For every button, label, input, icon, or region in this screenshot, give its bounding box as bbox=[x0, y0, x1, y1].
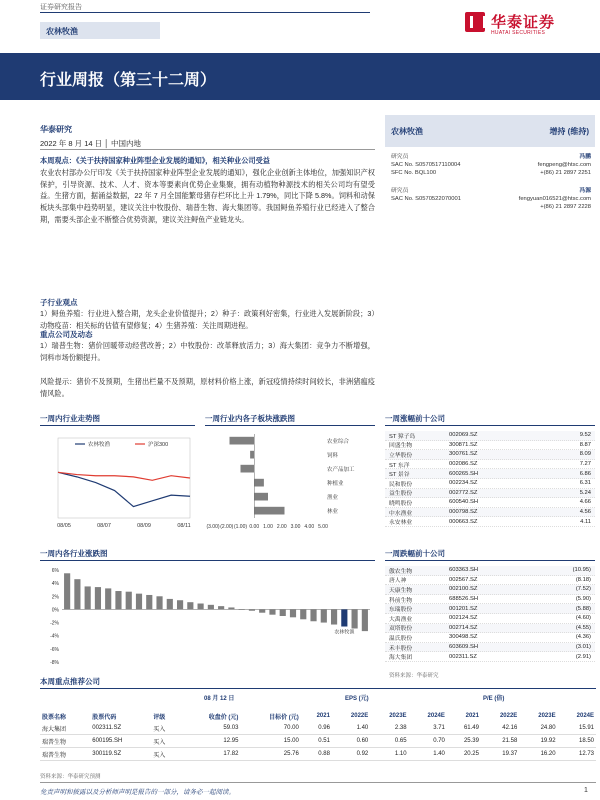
category-label: 渔业 bbox=[327, 495, 339, 502]
list-item bbox=[385, 624, 595, 634]
plot-frame bbox=[58, 438, 190, 518]
table-cell: 17.82 bbox=[223, 751, 239, 757]
table-cell: 20.25 bbox=[463, 751, 479, 757]
stock-code: 603363.SH bbox=[449, 567, 479, 574]
bar bbox=[64, 573, 70, 609]
x-tick-label: (1.00) bbox=[233, 524, 248, 530]
stock-name: 海大集团 bbox=[389, 655, 413, 662]
bar bbox=[241, 465, 255, 473]
x-tick-label: 08/09 bbox=[137, 523, 151, 529]
stock-change: (5.90) bbox=[575, 596, 591, 603]
y-tick-label: 4% bbox=[51, 581, 59, 588]
y-tick-label: -4% bbox=[50, 633, 59, 640]
stock-name: 晓鸣股份 bbox=[389, 500, 413, 507]
table-cell: 3.71 bbox=[433, 725, 445, 731]
stock-change: (8.18) bbox=[575, 576, 591, 583]
stock-name: 益生股份 bbox=[389, 491, 413, 498]
divider bbox=[40, 425, 195, 426]
bar bbox=[177, 600, 183, 609]
bar bbox=[136, 594, 142, 610]
analyst-sac: SAC No. S0570517110004 bbox=[391, 162, 461, 168]
table-cell: 0.65 bbox=[394, 738, 407, 744]
divider bbox=[40, 688, 596, 689]
table-cell: 0.60 bbox=[356, 738, 369, 744]
sub-view-title: 子行业观点 bbox=[40, 298, 78, 307]
list-item bbox=[385, 431, 595, 441]
table-row bbox=[40, 748, 596, 761]
column-header: 评级 bbox=[153, 714, 166, 721]
stock-code: 001201.SZ bbox=[449, 605, 478, 612]
x-tick-label: 08/05 bbox=[57, 523, 71, 529]
stock-change: 4.11 bbox=[580, 518, 591, 525]
trend-chart-title: 一周内行业走势图 bbox=[40, 414, 100, 423]
y-tick-label: -8% bbox=[50, 660, 59, 666]
stock-code: 002234.SZ bbox=[449, 480, 478, 487]
bar bbox=[85, 586, 91, 609]
list-item bbox=[385, 595, 595, 605]
gainers-title: 一周涨幅前十公司 bbox=[385, 414, 445, 423]
stock-code: 000798.SZ bbox=[449, 509, 478, 516]
rec-date: 08 月 12 日 bbox=[204, 696, 235, 702]
trend-chart bbox=[40, 430, 195, 542]
bar bbox=[126, 592, 132, 610]
column-header: 2023E bbox=[538, 713, 556, 719]
x-tick-label: 0.00 bbox=[249, 524, 260, 530]
key-co-body: 1）瑞普生物：猪价回暖带动经营改善；2）中牧股份：改革释放活力；3）海大集团：竞争力不断增强，饲料市场份额提升。 bbox=[40, 341, 375, 362]
divider bbox=[385, 560, 595, 561]
industry-chart bbox=[40, 566, 375, 670]
divider bbox=[40, 149, 375, 150]
column-header: 2023E bbox=[389, 713, 407, 719]
bar bbox=[156, 596, 162, 609]
industry-chart-title: 一周内各行业涨跌图 bbox=[40, 549, 108, 558]
stock-code: 002069.SZ bbox=[449, 432, 478, 439]
core-view bbox=[40, 155, 375, 226]
x-tick-label: 3.00 bbox=[290, 524, 301, 530]
rating-bar bbox=[385, 115, 595, 147]
list-item bbox=[385, 585, 595, 595]
logo bbox=[465, 10, 595, 38]
bar bbox=[115, 591, 121, 609]
analyst-card bbox=[391, 153, 591, 177]
table-cell: 0.51 bbox=[318, 738, 330, 744]
list-item bbox=[385, 460, 595, 470]
page-number: 1 bbox=[584, 787, 588, 794]
stock-name: 东瑞股份 bbox=[389, 607, 413, 614]
table-cell: 300119.SZ bbox=[92, 751, 122, 757]
category-label: 种植业 bbox=[327, 481, 344, 488]
series-line bbox=[58, 472, 190, 480]
table-cell: 12.95 bbox=[223, 738, 239, 744]
table-cell: 1.10 bbox=[394, 751, 407, 757]
logo-icon bbox=[465, 12, 485, 32]
table-cell: 70.00 bbox=[283, 725, 299, 731]
x-tick-label: 2.00 bbox=[276, 524, 287, 530]
list-item bbox=[385, 517, 595, 527]
table-cell: 61.49 bbox=[463, 725, 479, 731]
table-cell: 0.88 bbox=[318, 751, 330, 757]
list-item bbox=[385, 508, 595, 518]
disclaimer: 免责声明和披露以及分析师声明是报告的一部分，请务必一起阅读。 bbox=[40, 789, 235, 796]
rec-source: 资料来源：华泰研究预测 bbox=[40, 774, 101, 780]
table-cell: 19.37 bbox=[502, 751, 518, 757]
bar bbox=[74, 579, 80, 609]
stock-code: 300498.SZ bbox=[449, 634, 478, 641]
rec-eps-header: EPS (元) bbox=[345, 696, 369, 702]
table-cell: 002311.SZ bbox=[92, 725, 122, 731]
y-tick-label: 2% bbox=[51, 594, 59, 601]
bar bbox=[146, 595, 152, 609]
column-header: 股票名称 bbox=[42, 714, 67, 721]
table-cell: 2.38 bbox=[394, 725, 407, 731]
analyst-email[interactable]: fengyuan016521@htsc.com bbox=[518, 196, 591, 202]
list-item bbox=[385, 566, 595, 576]
table-cell: 600195.SH bbox=[92, 738, 123, 744]
sub-view-body: 1）鲟鱼养殖：行业进入整合期，龙头企业价值提升；2）种子：政策利好密集，行业进入发展新阶段；3）动物疫苗：相关标的估值有望修复；4）生猪养殖：关注周期进程。 bbox=[40, 309, 375, 330]
divider bbox=[385, 425, 595, 426]
bar bbox=[280, 609, 286, 616]
analyst-card bbox=[391, 187, 591, 211]
list-item bbox=[385, 498, 595, 508]
table-row bbox=[40, 722, 596, 735]
rating-sector: 农林牧渔 bbox=[391, 127, 423, 136]
bar bbox=[362, 609, 368, 631]
stock-name: 傲农生物 bbox=[389, 568, 413, 575]
bar bbox=[254, 479, 264, 487]
table-cell: 15.00 bbox=[283, 738, 299, 744]
bar bbox=[105, 588, 111, 609]
report-type: 证券研究报告 bbox=[40, 4, 82, 11]
y-tick-label: -2% bbox=[50, 620, 59, 627]
stock-name: 中水渔业 bbox=[389, 510, 413, 517]
table-cell: 1.40 bbox=[356, 725, 369, 731]
key-co-title: 重点公司及动态 bbox=[40, 330, 93, 339]
divider bbox=[40, 560, 375, 561]
analyst-sac: SAC No. S0570522070001 bbox=[391, 196, 461, 202]
table-cell: 24.80 bbox=[540, 725, 556, 731]
stock-change: (4.36) bbox=[575, 634, 591, 641]
analyst-role: 研究员 bbox=[391, 154, 409, 160]
list-item bbox=[385, 576, 595, 586]
sector-tag: 农林牧渔 bbox=[40, 22, 160, 39]
table-cell: 21.58 bbox=[502, 738, 518, 744]
x-tick-label: 08/07 bbox=[97, 523, 111, 529]
table-cell: 16.20 bbox=[540, 751, 556, 757]
stock-change: 7.27 bbox=[579, 461, 591, 468]
table-cell: 0.96 bbox=[318, 725, 330, 731]
stock-change: 5.24 bbox=[579, 489, 591, 496]
stock-change: (4.60) bbox=[575, 615, 591, 622]
stock-change: (7.52) bbox=[575, 586, 591, 593]
y-tick-label: 6% bbox=[51, 568, 59, 574]
bar bbox=[250, 451, 254, 459]
table-cell: 买入 bbox=[153, 739, 166, 746]
bar bbox=[300, 609, 306, 619]
table-cell: 瑞普生物 bbox=[42, 739, 67, 746]
column-header: 股票代码 bbox=[92, 714, 117, 721]
column-header: 2024E bbox=[576, 713, 594, 719]
stock-code: 000663.SZ bbox=[449, 518, 478, 525]
bar bbox=[95, 587, 101, 609]
table-cell: 0.92 bbox=[356, 751, 369, 757]
stock-code: 688526.SH bbox=[449, 596, 479, 603]
stock-name: 立华股份 bbox=[389, 452, 413, 459]
x-tick-label: 5.00 bbox=[318, 524, 328, 530]
report-date: 2022 年 8 月 14 日 │ 中国内地 bbox=[40, 139, 141, 148]
analyst-role: 研究员 bbox=[391, 188, 409, 194]
stock-change: 8.09 bbox=[579, 451, 591, 458]
list-item bbox=[385, 450, 595, 460]
analyst-sfc: SFC No. BQL100 bbox=[391, 170, 437, 176]
stock-change: (3.01) bbox=[575, 644, 591, 651]
list-item bbox=[385, 643, 595, 653]
table-cell: 0.70 bbox=[433, 738, 445, 744]
stock-change: (2.91) bbox=[575, 653, 591, 660]
bar bbox=[259, 609, 265, 612]
bar bbox=[321, 609, 327, 622]
stock-name: 禾丰股份 bbox=[389, 645, 413, 652]
table-cell: 19.92 bbox=[540, 738, 556, 744]
x-tick-label: 1.00 bbox=[263, 524, 273, 530]
stock-change: 6.31 bbox=[579, 480, 591, 487]
bar bbox=[290, 609, 296, 617]
page-title: 行业周报（第三十二周） bbox=[40, 72, 217, 89]
rating-value: 增持 (维持) bbox=[549, 127, 589, 136]
column-header: 目标价 (元) bbox=[269, 714, 299, 721]
source-note: 资料来源：华泰研究 bbox=[389, 673, 439, 679]
list-item bbox=[385, 633, 595, 643]
highlight-label: 农林牧渔 bbox=[334, 629, 355, 636]
legend-label: 沪深300 bbox=[148, 442, 169, 448]
category-label: 饲料 bbox=[327, 453, 339, 460]
bar bbox=[269, 609, 275, 614]
list-item bbox=[385, 614, 595, 624]
stock-change: 4.66 bbox=[579, 499, 591, 506]
stock-code: 002086.SZ bbox=[449, 461, 478, 468]
table-cell: 海大集团 bbox=[42, 726, 67, 733]
stock-code: 002567.SZ bbox=[449, 576, 478, 583]
column-header: 2021 bbox=[465, 713, 479, 719]
logo-cn: 华泰证券 bbox=[491, 14, 556, 31]
table-cell: 买入 bbox=[153, 726, 166, 733]
table-cell: 25.76 bbox=[283, 751, 299, 757]
table-cell: 买入 bbox=[153, 752, 166, 759]
column-header: 2021 bbox=[316, 713, 330, 719]
table-cell: 42.16 bbox=[502, 725, 518, 731]
bar bbox=[218, 606, 224, 609]
stock-change: (5.88) bbox=[575, 605, 591, 612]
table-cell: 12.73 bbox=[578, 751, 594, 757]
stock-code: 600265.SH bbox=[449, 470, 479, 477]
analyst-email[interactable]: fengpeng@htsc.com bbox=[537, 162, 591, 168]
stock-change: 6.86 bbox=[579, 470, 591, 477]
stock-code: 002714.SZ bbox=[449, 624, 478, 631]
table-cell: 15.91 bbox=[578, 725, 594, 731]
analyst-name: 冯鹏 bbox=[579, 154, 591, 160]
stock-change: 8.87 bbox=[579, 441, 591, 448]
sub-chart bbox=[205, 430, 375, 542]
table-cell: 18.50 bbox=[578, 738, 594, 744]
x-tick-label: (3.00) bbox=[206, 524, 220, 530]
stock-name: 民和股份 bbox=[389, 481, 413, 488]
bar bbox=[167, 599, 173, 610]
stock-name: 科前生物 bbox=[389, 597, 413, 604]
analyst-name: 冯源 bbox=[579, 188, 591, 194]
stock-change: 9.52 bbox=[579, 432, 591, 439]
stock-name: ST 獐子岛 bbox=[389, 433, 416, 440]
table-cell: 59.03 bbox=[223, 725, 239, 731]
column-header: 2022E bbox=[350, 713, 369, 719]
bar bbox=[208, 605, 214, 610]
bar bbox=[331, 609, 337, 624]
losers-title: 一周跌幅前十公司 bbox=[385, 549, 445, 558]
stock-code: 002124.SZ bbox=[449, 615, 478, 622]
table-cell: 25.39 bbox=[463, 738, 479, 744]
bar bbox=[187, 602, 193, 609]
stock-name: 天康生物 bbox=[389, 587, 413, 594]
stock-name: 双塔股份 bbox=[389, 626, 413, 633]
bar bbox=[352, 609, 358, 628]
table-cell: 瑞普生物 bbox=[42, 752, 67, 759]
rec-pe-header: P/E (倍) bbox=[483, 696, 505, 702]
footer-rule bbox=[40, 782, 596, 783]
x-tick-label: (2.00) bbox=[220, 524, 234, 530]
x-tick-label: 4.00 bbox=[304, 524, 315, 530]
table-cell: 1.40 bbox=[433, 751, 445, 757]
stock-code: 603609.SH bbox=[449, 644, 479, 651]
stock-name: ST 东洋 bbox=[389, 462, 410, 469]
series-line bbox=[58, 472, 190, 506]
y-tick-label: 0% bbox=[51, 607, 59, 614]
research-label: 华泰研究 bbox=[40, 125, 72, 134]
analyst-phone: +(86) 21 2897 2251 bbox=[540, 170, 591, 176]
stock-name: 回盛生物 bbox=[389, 443, 413, 450]
rec-table bbox=[40, 710, 596, 761]
stock-name: 唐人神 bbox=[389, 578, 407, 585]
bar bbox=[230, 437, 255, 445]
list-item bbox=[385, 469, 595, 479]
column-header: 2022E bbox=[499, 713, 518, 719]
analyst-phone: +(86) 21 2897 2228 bbox=[540, 204, 591, 210]
stock-change: 4.56 bbox=[579, 509, 591, 516]
rec-title: 本周重点推荐公司 bbox=[40, 677, 100, 686]
category-label: 林业 bbox=[327, 509, 339, 516]
list-item bbox=[385, 652, 595, 662]
list-item bbox=[385, 604, 595, 614]
y-tick-label: -6% bbox=[50, 646, 59, 653]
bar bbox=[249, 609, 255, 610]
sub-chart-title: 一周行业内各子板块涨跌图 bbox=[205, 414, 295, 423]
title-banner bbox=[0, 53, 600, 100]
stock-code: 300871.SZ bbox=[449, 441, 478, 448]
stock-name: 大禹渔业 bbox=[389, 616, 413, 623]
table-row bbox=[40, 735, 596, 748]
stock-name: ST 景谷 bbox=[389, 472, 410, 479]
stock-code: 600540.SH bbox=[449, 499, 479, 506]
core-view-lead: 本周观点：《关于扶持国家种业阵型企业发展的通知》，相关种业公司受益 bbox=[40, 156, 270, 165]
stock-name: 永安林业 bbox=[389, 520, 413, 527]
stock-change: (10.95) bbox=[572, 567, 591, 574]
stock-code: 002311.SZ bbox=[449, 653, 477, 660]
x-tick-label: 08/11 bbox=[177, 523, 191, 529]
list-item bbox=[385, 489, 595, 499]
list-item bbox=[385, 479, 595, 489]
losers-table bbox=[385, 566, 595, 662]
list-item bbox=[385, 441, 595, 451]
stock-name: 温氏股份 bbox=[389, 635, 413, 642]
column-header: 2024E bbox=[427, 713, 445, 719]
top-rule bbox=[40, 12, 370, 13]
column-header: 收盘价 (元) bbox=[208, 714, 239, 721]
bar bbox=[198, 604, 204, 610]
divider bbox=[205, 425, 375, 426]
bar bbox=[254, 507, 284, 515]
bar bbox=[228, 607, 234, 609]
gainers-table bbox=[385, 431, 595, 527]
category-label: 农产品加工 bbox=[327, 467, 355, 474]
stock-code: 300761.SZ bbox=[449, 451, 478, 458]
risk-note: 风险提示：猪价不及预期，生猪出栏量不及预期，原材料价格上涨，新冠疫情持续时间较长，非洲猪瘟疫情风险。 bbox=[40, 377, 375, 398]
legend-label: 农林牧渔 bbox=[88, 442, 111, 448]
stock-code: 002772.SZ bbox=[449, 489, 478, 496]
category-label: 农业综合 bbox=[327, 439, 350, 446]
stock-code: 002100.SZ bbox=[449, 586, 478, 593]
logo-en: HUATAI SECURITIES bbox=[491, 30, 546, 36]
stock-change: (4.55) bbox=[575, 624, 591, 631]
bar bbox=[310, 609, 316, 621]
core-view-body: 农业农村部办公厅印发《关于扶持国家种业阵型企业发展的通知》，强化企业创新主体地位，加强知识产权保护，引导资源、技术、人才、资本等要素向优势企业集聚，拥有动植物种源技术的相关公司均有望受益。生猪方面，据涌益数据，22 年 7 月全国能繁母猪存栏环比上升 1.79%，同比下降 5.8%。饲料和动保板块头部集中趋势明显，建议关注中牧股份、瑞普生物、海大集团等。我国鲟鱼养殖行业已经进入了整合期，需要头部企业不断整合优势资源，建议关注鲟鱼产业链龙头。 bbox=[40, 167, 375, 224]
bar bbox=[239, 609, 245, 610]
bar bbox=[254, 493, 268, 501]
bar bbox=[341, 609, 347, 626]
